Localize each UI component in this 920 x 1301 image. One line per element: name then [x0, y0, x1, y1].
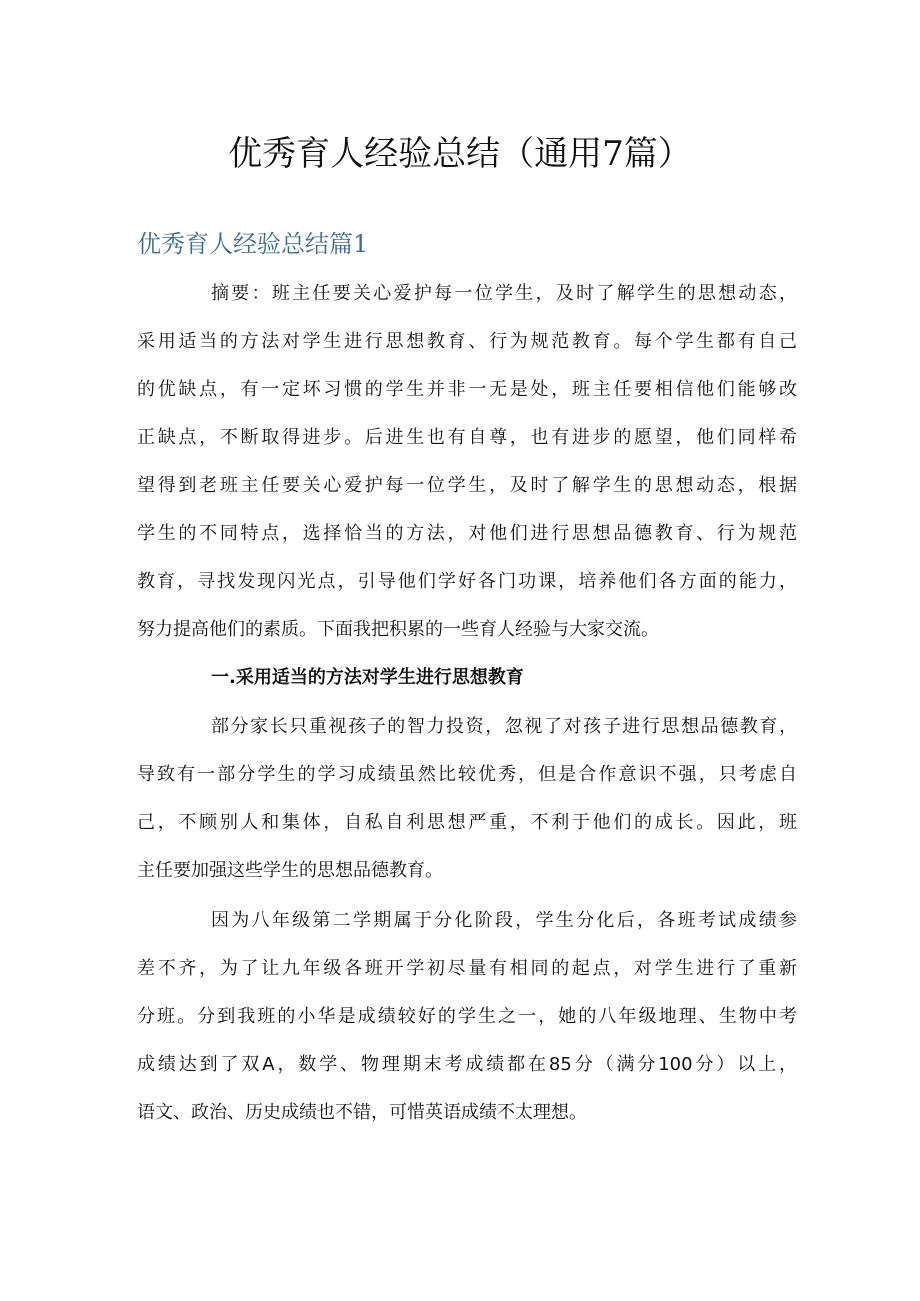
paragraph-line: 的优缺点，有一定坏习惯的学生并非一无是处，班主任要相信他们能够改: [137, 379, 797, 400]
paragraph-line: 分班。分到我班的小华是成绩较好的学生之一，她的八年级地理、生物中考: [137, 1006, 797, 1027]
paragraph-line: 部分家长只重视孩子的智力投资，忽视了对孩子进行思想品德教育，: [211, 716, 797, 737]
body-paragraph: [137, 703, 797, 895]
section-heading: 优秀育人经验总结篇1: [137, 230, 369, 258]
paragraph-line: 语文、政治、历史成绩也不错，可惜英语成绩不太理想。: [137, 1102, 587, 1123]
paragraph-line: 望得到老班主任要关心爱护每一位学生，及时了解学生的思想动态，根据: [137, 475, 797, 496]
body-paragraph: [137, 897, 797, 1137]
paragraph-line: 正缺点，不断取得进步。后进生也有自尊，也有进步的愿望，他们同样希: [137, 427, 797, 448]
sub-heading: 一.采用适当的方法对学生进行思想教育: [211, 667, 524, 688]
paragraph-line: 主任要加强这些学生的思想品德教育。: [137, 860, 443, 881]
paragraph-line: 努力提高他们的素质。下面我把积累的一些育人经验与大家交流。: [137, 619, 659, 640]
paragraph-line: 因为八年级第二学期属于分化阶段，学生分化后，各班考试成绩参: [211, 910, 797, 931]
paragraph-line: 导致有一部分学生的学习成绩虽然比较优秀，但是合作意识不强，只考虑自: [137, 764, 797, 785]
paragraph-line: 成绩达到了双A，数学、物理期末考成绩都在85分（满分100分）以上，: [137, 1054, 797, 1075]
paragraph-line: 差不齐，为了让九年级各班开学初尽量有相同的起点，对学生进行了重新: [137, 958, 797, 979]
paragraph-line: 学生的不同特点，选择恰当的方法，对他们进行思想品德教育、行为规范: [137, 523, 797, 544]
document-title: 优秀育人经验总结（通用7篇）: [228, 134, 692, 174]
paragraph-line: 摘要：班主任要关心爱护每一位学生，及时了解学生的思想动态，: [211, 283, 797, 304]
abstract-paragraph: [137, 270, 797, 654]
paragraph-line: 教育，寻找发现闪光点，引导他们学好各门功课，培养他们各方面的能力，: [137, 571, 797, 592]
paragraph-line: 己，不顾别人和集体，自私自利思想严重，不利于他们的成长。因此，班: [137, 812, 797, 833]
paragraph-line: 采用适当的方法对学生进行思想教育、行为规范教育。每个学生都有自己: [137, 331, 797, 352]
